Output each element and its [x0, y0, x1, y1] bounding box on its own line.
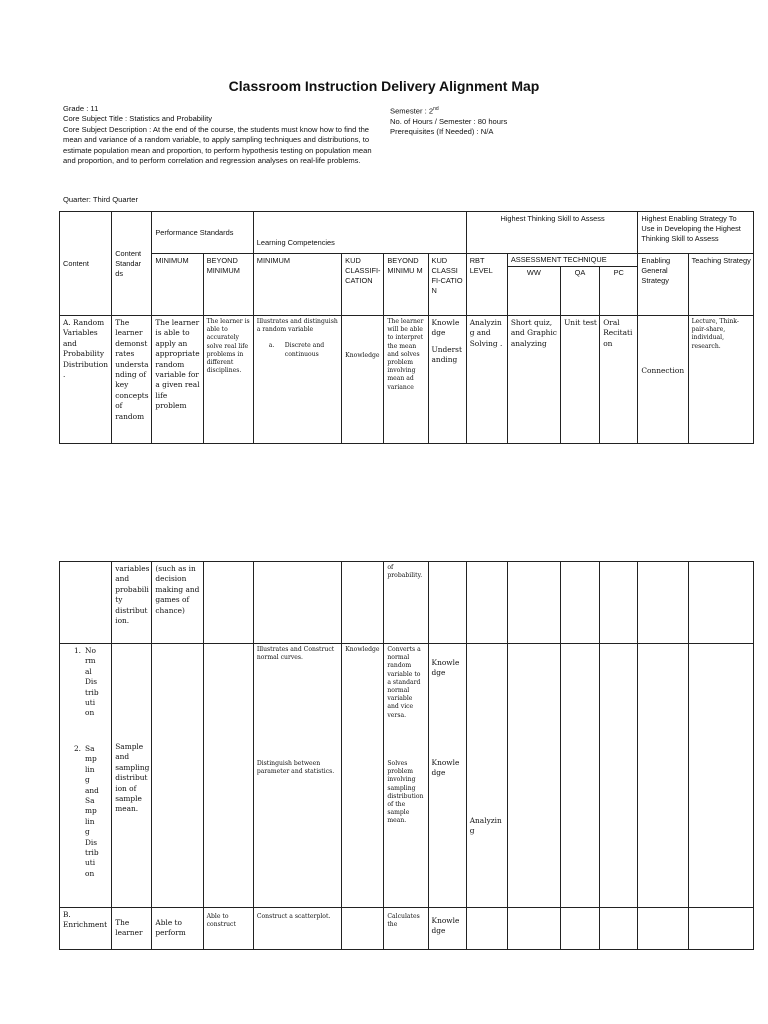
row1-lc-minimum-main: Illustrates and distinguish a random variable — [256, 318, 338, 334]
header-lc-minimum: MINIMUM — [253, 254, 341, 316]
header-teaching-strategy: Teaching Strategy — [688, 254, 753, 316]
normal-kud2: Knowledge — [431, 658, 460, 678]
p2r2-teaching — [688, 644, 753, 908]
header-highest-enabling-strategy: Highest Enabling Strategy To Use in Developing the Highest Thinking Skill to Assess — [638, 212, 754, 254]
sampling-content-standard: Sample and sampling distribution of sample mean. — [115, 742, 150, 814]
normal-lc-minimum: Illustrates and Construct normal curves. — [256, 646, 335, 662]
core-subject-description: Core Subject Description : At the end of the course, the students must know how to find the mean and variance of a random variable, to apply sampling techniques and distributions, to estimate population mean and proportion, to perform hypothesis testing on population mean and proportion, and to perform correlation and regression analyses on real-life problems. — [63, 124, 372, 166]
sampling-lc-minimum: Distinguish between parameter and statistics. — [256, 760, 335, 776]
row1-kud2-b: Understanding — [431, 344, 462, 365]
semester: Semester : 2nd — [390, 106, 439, 116]
header-lc-beyond-minimum: BEYOND MINIMU M — [384, 254, 428, 316]
header-highest-thinking-skill: Highest Thinking Skill to Assess — [466, 212, 638, 254]
sub-text: Discrete and continuous — [284, 342, 325, 358]
row1-pc: Oral Recitation — [600, 316, 638, 444]
meta-right — [390, 104, 690, 138]
header-qa: QA — [560, 267, 599, 315]
p2r1-perf-beyond — [203, 562, 253, 644]
alignment-table-page2 — [59, 561, 754, 950]
p2r1-kud1 — [342, 562, 384, 644]
p2r4-teaching — [688, 908, 753, 950]
table-row — [60, 316, 754, 444]
p2r4-pc — [600, 908, 638, 950]
page-title: Classroom Instruction Delivery Alignment Map — [228, 78, 540, 94]
row1-teaching: Lecture, Think-pair-share, individual, research. — [688, 316, 753, 444]
p2r4-rbt — [466, 908, 507, 950]
p2r4-qa — [561, 908, 600, 950]
p2r2-lc-beyond — [384, 644, 428, 908]
row1-lc-minimum — [253, 316, 341, 444]
prerequisites: Prerequisites (If Needed) : N/A — [390, 127, 494, 137]
header-assessment-technique — [507, 254, 638, 316]
header-kud-classification-1: KUD CLASSIFI-CATION — [342, 254, 384, 316]
p2r4-kud1 — [342, 908, 384, 950]
normal-distribution-item — [63, 646, 109, 742]
alignment-table-page1 — [59, 211, 754, 444]
sampling-lc-beyond: Solves problem involving sampling distribution of the sample mean. — [387, 760, 424, 825]
p2r2-rbt: Analyzing — [466, 644, 507, 908]
header-enabling-general-strategy: Enabling General Strategy — [638, 254, 688, 316]
p2r2-content — [60, 644, 112, 908]
sub-label: a. — [268, 342, 275, 350]
header-perf-beyond-minimum: BEYOND MINIMUM — [203, 254, 253, 316]
p2r4-content: B. Enrichment — [60, 908, 112, 950]
p2r1-teaching — [688, 562, 753, 644]
row1-rbt: Analyzing and Solving . — [466, 316, 507, 444]
p2r2-perf-beyond — [203, 644, 253, 908]
normal-lc-beyond: Converts a normal random variable to a standard normal variable and vice versa. — [387, 646, 421, 719]
header-perf-minimum: MINIMUM — [152, 254, 203, 316]
table-row — [60, 562, 754, 644]
p2r2-lc-minimum — [253, 644, 341, 908]
p2r4-lc-beyond: Calculates the — [384, 908, 428, 950]
p2r1-pc — [600, 562, 638, 644]
core-subject-title: Core Subject Title : Statistics and Probability — [63, 114, 212, 124]
sampling-kud2: Knowledge — [431, 758, 460, 778]
p2r2-kud1: Knowledge — [342, 644, 384, 908]
row1-lc-minimum-sub — [257, 342, 339, 358]
meta-left — [63, 104, 381, 166]
p2r4-perf-minimum: Able to perform — [152, 908, 203, 950]
p2r1-content-standards: variables and probability distribution. — [112, 562, 152, 644]
item-text: Sampling and Sampling Distribution — [85, 744, 99, 878]
p2r2-content-standards — [112, 644, 152, 908]
header-content: Content — [60, 212, 112, 316]
header-learning-competencies: Learning Competencies — [253, 212, 466, 254]
p2r4-ww — [507, 908, 560, 950]
p2r2-qa — [561, 644, 600, 908]
row1-kud2-a: Knowledge — [431, 318, 460, 338]
row1-perf-beyond: The learner is able to accurately solve real life problems in different disciplines. — [203, 316, 253, 444]
p2r2-enabling — [638, 644, 688, 908]
item-number: 1. — [73, 646, 81, 655]
p2r4-kud2: Knowledge — [428, 908, 466, 950]
p2r2-ww — [507, 644, 560, 908]
row1-perf-minimum: The learner is able to apply an appropriate random variable for a given real life problem — [152, 316, 203, 444]
p2r1-perf-minimum: (such as in decision making and games of chance) — [152, 562, 203, 644]
item-number: 2. — [73, 744, 81, 753]
header-performance-standards: Performance Standards — [152, 212, 253, 254]
header-ww: WW — [526, 268, 541, 277]
p2r4-content-standards: The learner — [112, 908, 152, 950]
table-row — [60, 644, 754, 908]
p2r2-kud2 — [428, 644, 466, 908]
row1-content-standards: The learner demonstrates understanding of key concepts of random — [112, 316, 152, 444]
p2r1-content — [60, 562, 112, 644]
p2r2-perf-minimum — [152, 644, 203, 908]
row1-ww: Short quiz, and Graphic analyzing — [507, 316, 560, 444]
grade: Grade : 11 — [63, 104, 99, 113]
item-text: Normal Distribution — [85, 646, 99, 718]
header-rbt-level: RBT LEVEL — [466, 254, 507, 316]
header-kud-classification-2: KUD CLASSI FI-CATIO N — [428, 254, 466, 316]
table-row — [60, 908, 754, 950]
p2r1-ww — [507, 562, 560, 644]
p2r1-enabling — [638, 562, 688, 644]
row1-content: A. Random Variables and Probability Distribution. — [60, 316, 112, 444]
row1-qa: Unit test — [561, 316, 600, 444]
p2r1-lc-minimum — [253, 562, 341, 644]
p2r1-rbt — [466, 562, 507, 644]
quarter: Quarter: Third Quarter — [63, 195, 138, 204]
row1-kud1: Knowledge — [342, 316, 384, 444]
assessment-technique-label: ASSESSMENT TECHNIQUE — [508, 254, 638, 267]
hours: No. of Hours / Semester : 80 hours — [390, 116, 508, 126]
sampling-distribution-item — [63, 744, 109, 879]
p2r1-qa — [561, 562, 600, 644]
p2r2-pc — [600, 644, 638, 908]
header-pc: PC — [599, 267, 637, 315]
p2r1-lc-beyond: of probability. — [384, 562, 428, 644]
p2r4-perf-beyond: Able to construct — [203, 908, 253, 950]
p2r4-lc-minimum: Construct a scatterplot. — [253, 908, 341, 950]
p2r4-enabling — [638, 908, 688, 950]
row1-lc-beyond: The learner will be able to interpret the mean and solves problem involving mean ad variance — [384, 316, 428, 444]
p2r1-kud2 — [428, 562, 466, 644]
row1-kud2 — [428, 316, 466, 444]
header-content-standards: Content Standar ds — [112, 212, 152, 316]
row1-enabling: Connection — [638, 316, 688, 444]
